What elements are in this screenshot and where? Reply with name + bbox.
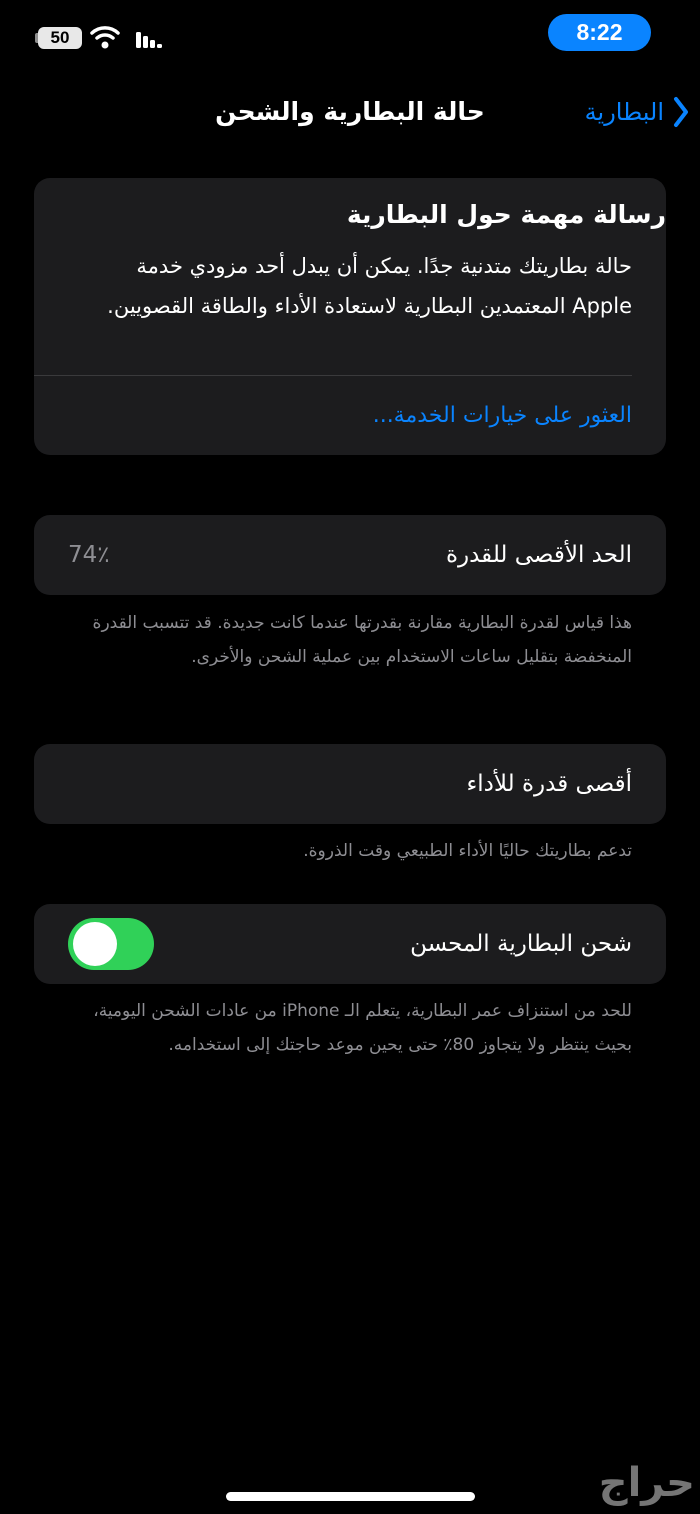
status-time-text: 8:22 [576,19,623,45]
message-body: حالة بطاريتك متدنية جدًا. يمكن أن يبدل أحد مزودي خدمة Apple المعتمدين البطارية لاستعادة الأداء والطاقة القصويين. [107,254,632,318]
back-button-label: البطارية [584,98,664,126]
maximum-capacity-footnote: هذا قياس لقدرة البطارية مقارنة بقدرتها عندما كانت جديدة. قد تتسبب القدرة المنخفضة بتقليل ساعات الاستخدام بين عملية الشحن والأخرى. [92,613,632,667]
status-time [548,14,651,51]
message-divider [34,375,632,376]
signal-icon [136,28,162,48]
peak-performance-label: أقصى قدرة للأداء [466,771,632,797]
maximum-capacity-value: 74٪ [68,542,110,568]
maximum-capacity-label: الحد الأقصى للقدرة [445,542,632,568]
find-service-options-link[interactable]: العثور على خيارات الخدمة... [372,403,632,428]
optimized-charging-footnote: للحد من استنزاف عمر البطارية، يتعلم الـ iPhone من عادات الشحن اليومية، بحيث ينتظر ولا يتجاوز 80٪ حتى يحين موعد حاجتك إلى استخدامه. [93,1001,632,1055]
toggle-knob [73,922,117,966]
page-title: حالة البطارية والشحن [215,97,485,126]
optimized-charging-label: شحن البطارية المحسن [410,931,632,957]
home-indicator[interactable] [226,1492,475,1501]
back-button[interactable] [540,92,690,132]
message-title: رسالة مهمة حول البطارية [346,200,666,229]
battery-level: 50 [50,28,70,47]
wifi-icon [90,24,120,50]
battery-badge [38,27,82,49]
peak-performance-footnote: تدعم بطاريتك حاليًا الأداء الطبيعي وقت الذروة. [303,841,632,861]
chevron-left-icon [672,96,690,128]
watermark-logo: حراج [598,1460,695,1506]
